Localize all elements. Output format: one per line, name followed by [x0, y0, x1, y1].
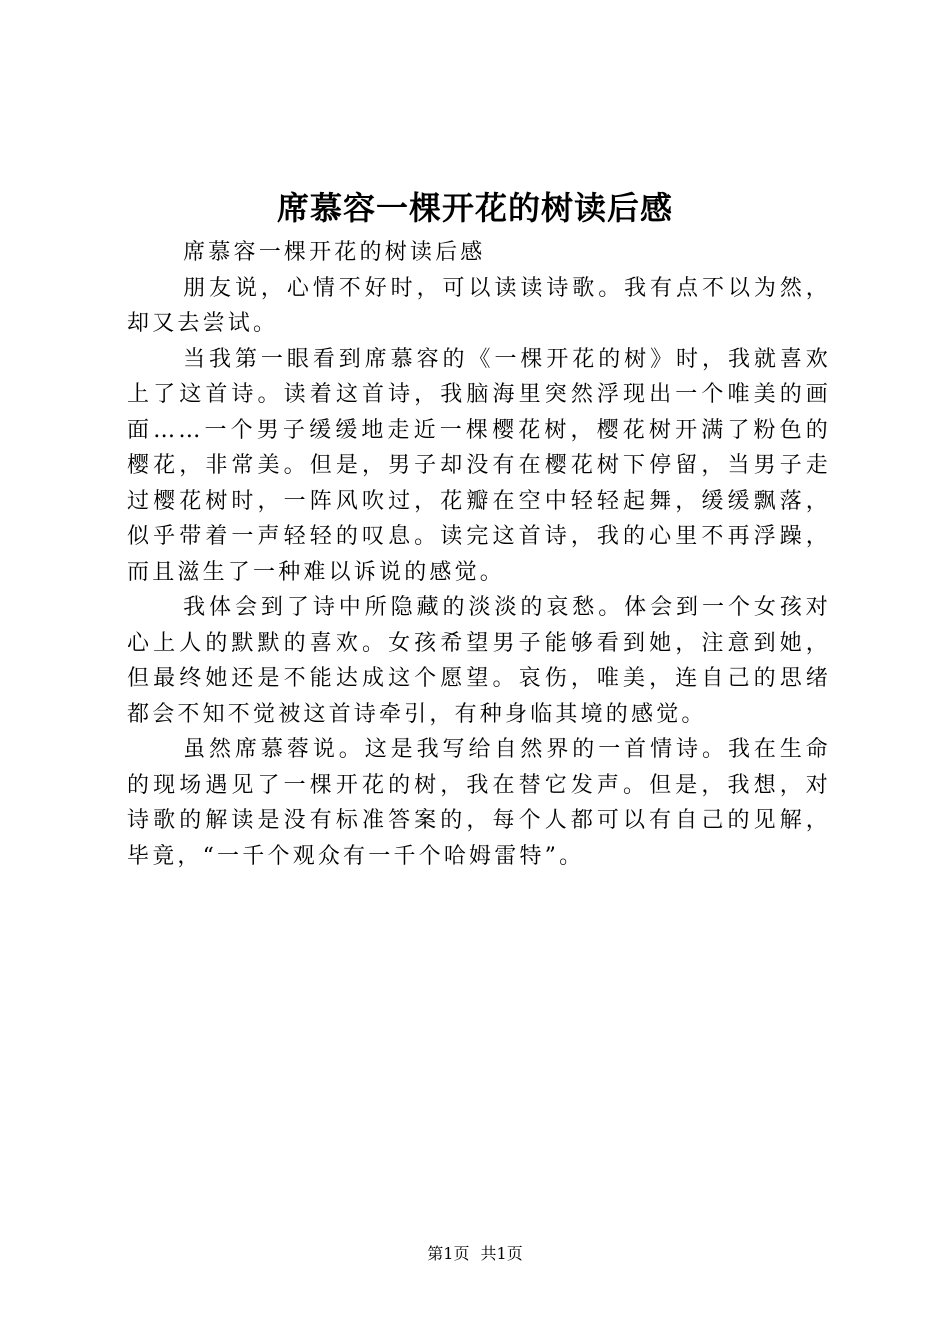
paragraph-subtitle: 席慕容一棵开花的树读后感: [183, 240, 486, 265]
document-body: [127, 235, 831, 874]
page-number: 第1页: [427, 1244, 470, 1263]
paragraph-first-impression: 当我第一眼看到席慕容的《一棵开花的树》时，我就喜欢上了这首诗。读着这首诗，我脑海里突然浮现出一个唯美的画面……一个男子缓缓地走近一棵樱花树，樱花树开满了粉色的樱花，非常美。但是，男子却没有在樱花树下停留，当男子走过樱花树时，一阵风吹过，花瓣在空中轻轻起舞，缓缓飘落，似乎带着一声轻轻的叹息。读完这首诗，我的心里不再浮躁，而且滋生了一种难以诉说的感觉。: [127, 346, 831, 585]
paragraph-conclusion: 虽然席慕蓉说。这是我写给自然界的一首情诗。我在生命的现场遇见了一棵开花的树，我在替它发声。但是，我想，对诗歌的解读是没有标准答案的，每个人都可以有自己的见解，毕竟，“一千个观众有一千个哈姆雷特”。: [127, 737, 831, 869]
document-title: 席慕容一棵开花的树读后感: [276, 189, 673, 227]
page-total: 共1页: [480, 1244, 523, 1263]
paragraph-feelings: 我体会到了诗中所隐藏的淡淡的哀愁。体会到一个女孩对心上人的默默的喜欢。女孩希望男子能够看到她，注意到她，但最终她还是不能达成这个愿望。哀伤，唯美，连自己的思绪都会不知不觉被这首诗牵引，有种身临其境的感觉。: [127, 595, 831, 727]
page-footer: [0, 1243, 950, 1265]
paragraph-intro: 朋友说，心情不好时，可以读读诗歌。我有点不以为然，却又去尝试。: [127, 275, 831, 336]
